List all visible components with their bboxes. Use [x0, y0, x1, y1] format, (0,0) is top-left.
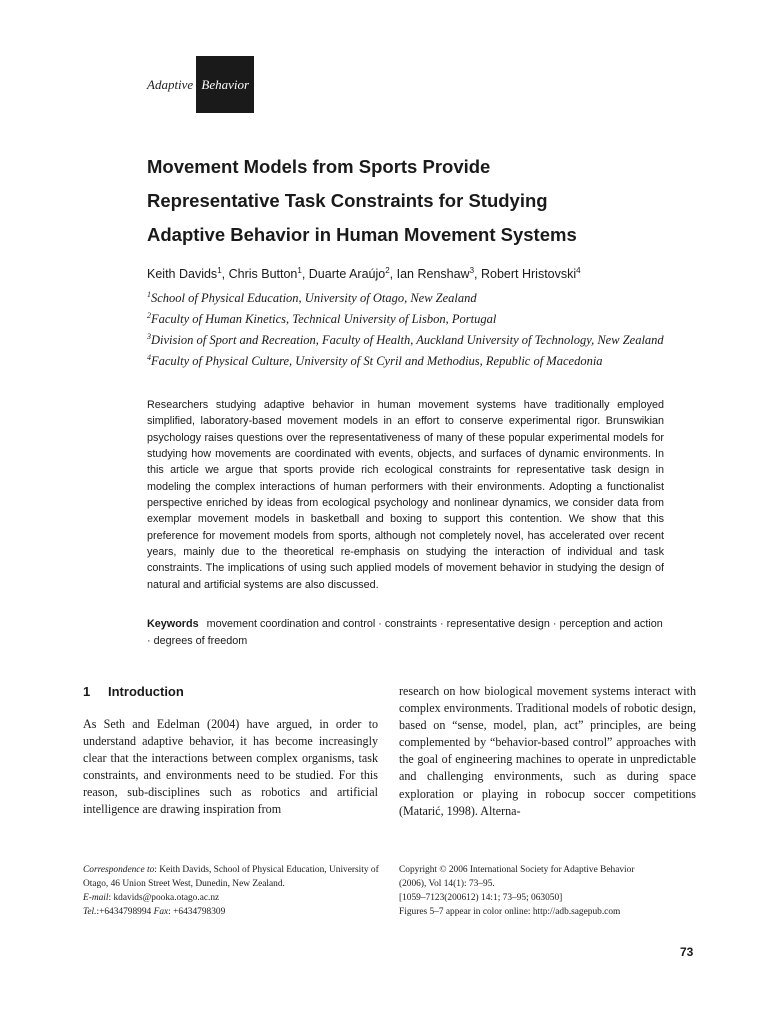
author-name: Ian Renshaw — [396, 267, 470, 282]
body-text-right-column: research on how biological movement systems interact with complex environments. Traditional models of robotic design, based on “sense, model, plan, act” principles, are being complemented by “behavior-based control” approaches with the goal of engineering machines to operate in unpredictable and challenging environments, such as during space exploration or playing in robocup soccer competitions (Matarić, 1998). Alterna- — [399, 684, 696, 818]
affiliation-text: Faculty of Physical Culture, University of St Cyril and Methodius, Republic of Macedonia — [151, 354, 603, 369]
copyright-line: Figures 5–7 appear in color online: http://adb.sagepub.com — [399, 907, 621, 917]
author-affil-mark: 4 — [576, 266, 581, 275]
author-separator: , — [301, 267, 309, 282]
copyright-line: (2006), Vol 14(1): 73–95. — [399, 879, 495, 889]
section-number: 1 — [83, 684, 91, 699]
abstract: Researchers studying adaptive behavior in human movement systems have traditionally employed simplified, laboratory-based movement models in an effort to conserve experimental rigor. Brunswikian psychology raises questions over the representativeness of many of these popular experimental models for studying how movements are coordinated with events, objects, and surfaces of dynamic environments. In this article we argue that sports provide rich ecological constraints for representative task design in modeling the complex interactions of human performers with their environments. Adopting a functionalist perspective enriched by ideas from ecological psychology and nonlinear dynamics, we consider data from exemplar movement models in basketball and boxing to support this contention. We show that this preference for movement models from sports, although not completely novel, has accelerated over recent years, mainly due to the theoretical re-emphasis on studying the interaction of individual and task constraints. The implications of using such applied models of movement behavior in studying the design of natural and artificial systems are also discussed. — [147, 399, 664, 591]
correspondence-label: Correspondence to — [83, 865, 155, 875]
affiliation-text: Division of Sport and Recreation, Faculty of Health, Auckland University of Technology, New Zealand — [151, 333, 664, 348]
correspondence-footnote — [83, 863, 383, 919]
affiliation-text: Faculty of Human Kinetics, Technical University of Lisbon, Portugal — [151, 312, 497, 327]
email-label: E-mail — [83, 893, 109, 903]
affiliation-mark: 2 — [147, 311, 151, 321]
title-line: Adaptive Behavior in Human Movement Systems — [147, 224, 577, 245]
copyright-line: Copyright © 2006 International Society for Adaptive Behavior — [399, 865, 635, 875]
affiliation-mark: 4 — [147, 353, 151, 363]
author-name: Robert Hristovski — [481, 267, 577, 282]
copyright-footnote — [399, 863, 699, 919]
fax-label: Fax — [153, 907, 169, 917]
copyright-line: [1059–7123(200612) 14:1; 73–95; 063050] — [399, 893, 563, 903]
affiliation-list — [147, 286, 667, 371]
affiliation-item — [147, 328, 667, 349]
author-name: Keith Davids — [147, 267, 218, 282]
journal-name-plain: Adaptive — [147, 76, 194, 92]
title-line: Movement Models from Sports Provide — [147, 156, 491, 177]
fax-text: : +6434798309 — [168, 907, 226, 917]
page-number: 73 — [680, 945, 694, 959]
author-affil-mark: 1 — [217, 266, 222, 275]
journal-name-box-text: Behavior — [201, 76, 250, 92]
author-name: Duarte Araújo — [308, 267, 386, 282]
author-separator: , — [221, 267, 229, 282]
author-name: Chris Button — [228, 267, 298, 282]
section-title: Introduction — [108, 684, 184, 699]
tel-text: :+6434798994 — [96, 907, 154, 917]
author-affil-mark: 2 — [385, 266, 390, 275]
affiliation-text: School of Physical Education, University of Otago, New Zealand — [151, 291, 477, 306]
affiliation-item — [147, 286, 667, 307]
affiliation-item — [147, 349, 667, 370]
journal-logo — [147, 56, 254, 113]
affiliation-mark: 3 — [147, 332, 151, 342]
author-affil-mark: 1 — [297, 266, 302, 275]
article-title — [147, 150, 707, 252]
tel-label: Tel. — [83, 907, 97, 917]
correspondence-text: : Keith Davids, School of Physical Education, University of Otago, 46 Union Street West, Dunedin, New Zealand. — [83, 865, 379, 889]
affiliation-item — [147, 307, 667, 328]
author-separator: , — [474, 267, 481, 282]
author-affil-mark: 3 — [469, 266, 475, 275]
author-separator: , — [389, 267, 397, 282]
email-text: : kdavids@pooka.otago.ac.nz — [108, 893, 220, 903]
author-list — [147, 266, 581, 281]
title-line: Representative Task Constraints for Studying — [147, 190, 548, 211]
section-heading — [83, 684, 184, 699]
body-text-left-column: As Seth and Edelman (2004) have argued, in order to understand adaptive behavior, it has become increasingly clear that the interactions between complex organisms, task constraints, and environments need to be studied. For this reason, sub-disciplines such as robotics and artificial intelligence are drawing inspiration from — [83, 717, 378, 817]
affiliation-mark: 1 — [147, 290, 151, 299]
journal-name-box — [196, 56, 254, 113]
keywords-label: Keywords — [147, 618, 199, 630]
keywords-text: movement coordination and control · constraints · representative design · perception and action · degrees of freedom — [147, 618, 663, 647]
keywords — [147, 616, 664, 650]
